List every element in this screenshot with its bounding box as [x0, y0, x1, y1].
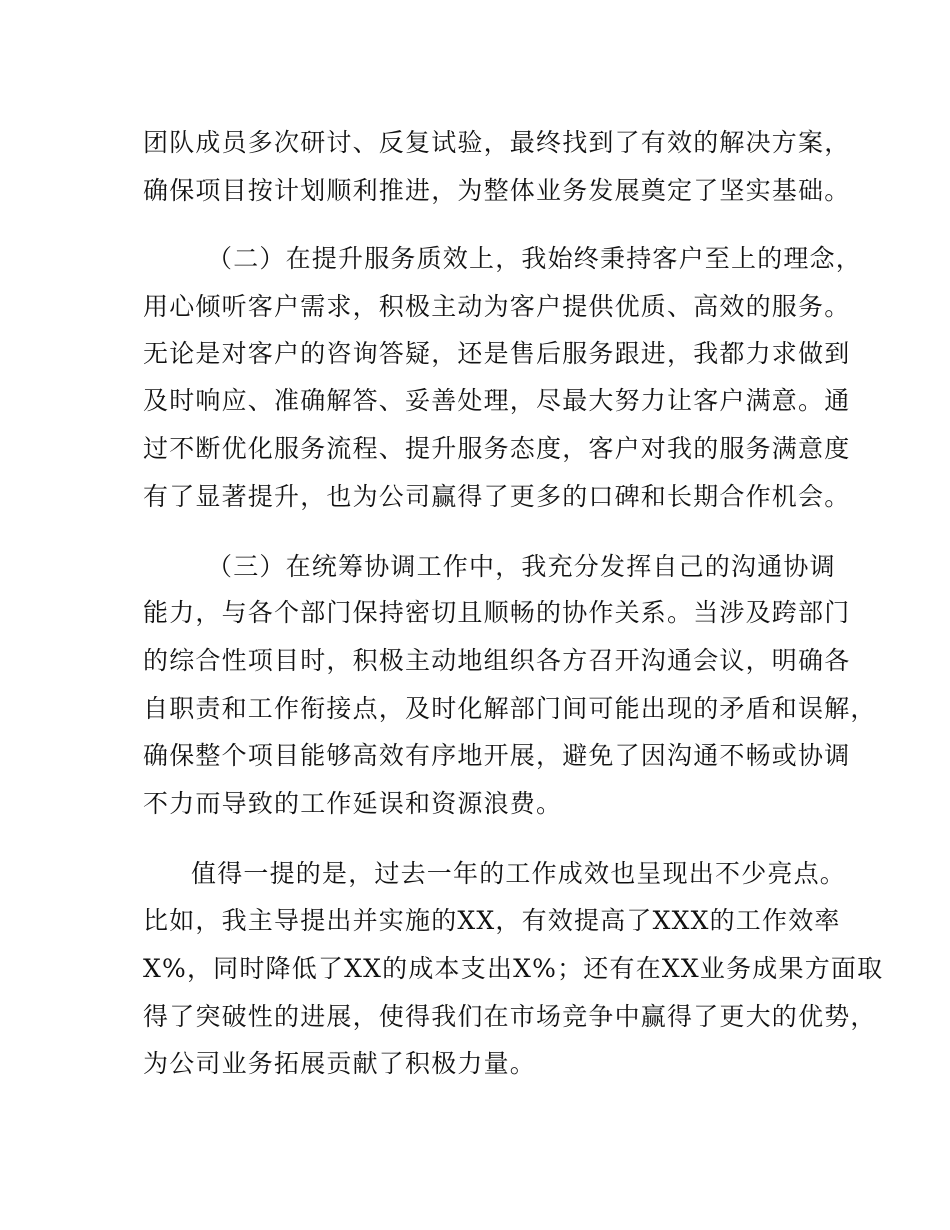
highlights-line-5: 为公司业务拓展贡献了积极力量。: [143, 1049, 537, 1078]
section-three-line-6: 不力而导致的工作延误和资源浪费。: [143, 789, 563, 818]
section-three-line-5: 确保整个项目能够高效有序地开展，避免了因沟通不畅或协调: [143, 741, 851, 770]
section-two-line-2: 用心倾听客户需求，积极主动为客户提供优质、高效的服务。: [143, 292, 851, 321]
section-two-line-5: 过不断优化服务流程、提升服务态度，客户对我的服务满意度: [143, 434, 851, 463]
section-three-line-2: 能力，与各个部门保持密切且顺畅的协作关系。当涉及跨部门: [143, 598, 851, 627]
section-two-line-6: 有了显著提升，也为公司赢得了更多的口碑和长期合作机会。: [143, 482, 851, 511]
section-two-line-4: 及时响应、准确解答、妥善处理，尽最大努力让客户满意。通: [143, 386, 851, 415]
section-two-line-3: 无论是对客户的咨询答疑，还是售后服务跟进，我都力求做到: [143, 339, 851, 368]
section-two-line-1: （二）在提升服务质效上，我始终秉持客户至上的理念，: [207, 244, 863, 273]
highlights-line-1: 值得一提的是，过去一年的工作成效也呈现出不少亮点。: [191, 859, 847, 888]
section-three-line-1: （三）在统筹协调工作中，我充分发挥自己的沟通协调: [207, 552, 836, 581]
continuation-line-2: 确保项目按计划顺利推进，为整体业务发展奠定了坚实基础。: [143, 176, 851, 205]
highlights-line-3: X%，同时降低了XX的成本支出X%；还有在XX业务成果方面取: [143, 954, 884, 983]
section-three-line-3: 的综合性项目时，积极主动地组织各方召开沟通会议，明确各: [143, 646, 851, 675]
section-three-line-4: 自职责和工作衔接点，及时化解部门间可能出现的矛盾和误解，: [143, 694, 877, 723]
highlights-line-2: 比如，我主导提出并实施的XX，有效提高了XXX的工作效率: [143, 906, 841, 935]
continuation-line-1: 团队成员多次研讨、反复试验，最终找到了有效的解决方案，: [143, 128, 851, 157]
highlights-line-4: 得了突破性的进展，使得我们在市场竞争中赢得了更大的优势，: [143, 1002, 877, 1031]
